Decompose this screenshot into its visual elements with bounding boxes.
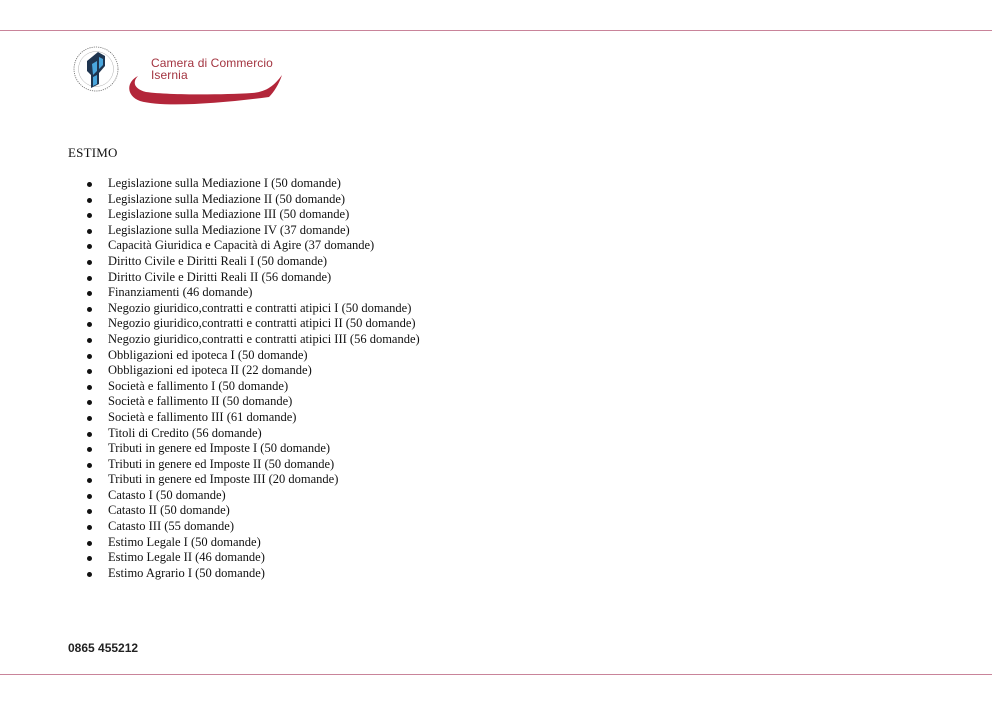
- bullet-icon: [87, 385, 92, 390]
- list-item: [0, 550, 420, 566]
- list-item: [0, 192, 420, 208]
- list-item: [0, 316, 420, 332]
- chamber-logo: [72, 44, 282, 108]
- list-item-text: Finanziamenti (46 domande): [108, 285, 253, 300]
- list-item-text: Negozio giuridico,contratti e contratti atipici III (56 domande): [108, 331, 420, 346]
- list-item-text: Negozio giuridico,contratti e contratti atipici I (50 domande): [108, 300, 412, 315]
- list-item-text: Catasto III (55 domande): [108, 519, 235, 534]
- list-item-text: Tributi in genere ed Imposte II (50 domande): [108, 456, 335, 471]
- footer-divider: [0, 674, 992, 675]
- header-divider: [0, 30, 992, 31]
- list-item: [0, 379, 420, 395]
- logo-text-line1: Camera di Commercio: [151, 56, 273, 70]
- bullet-icon: [87, 276, 92, 281]
- list-item-text: Società e fallimento I (50 domande): [108, 378, 289, 393]
- list-item-text: Tributi in genere ed Imposte III (20 domande): [108, 472, 339, 487]
- list-item-text: Estimo Agrario I (50 domande): [108, 565, 265, 580]
- list-item-text: Società e fallimento II (50 domande): [108, 394, 293, 409]
- bullet-icon: [87, 354, 92, 359]
- list-item: [0, 332, 420, 348]
- bullet-icon: [87, 213, 92, 218]
- list-item: [0, 270, 420, 286]
- list-item: [0, 176, 420, 192]
- list-item: [0, 394, 420, 410]
- list-item: [0, 207, 420, 223]
- list-item-text: Capacità Giuridica e Capacità di Agire (37 domande): [108, 238, 375, 253]
- list-item: [0, 223, 420, 239]
- list-item-text: Legislazione sulla Mediazione III (50 domande): [108, 207, 350, 222]
- logo-text-line2: Isernia: [151, 68, 188, 82]
- list-item: [0, 519, 420, 535]
- list-item-text: Negozio giuridico,contratti e contratti atipici II (50 domande): [108, 316, 416, 331]
- bullet-icon: [87, 525, 92, 530]
- phone-number: 0865 455212: [68, 641, 139, 655]
- list-item: [0, 566, 420, 582]
- list-item-text: Legislazione sulla Mediazione II (50 domande): [108, 191, 346, 206]
- list-item: [0, 472, 420, 488]
- chamber-seal-icon: [72, 44, 120, 94]
- list-item-text: Titoli di Credito (56 domande): [108, 425, 262, 440]
- bullet-icon: [87, 198, 92, 203]
- list-item-text: Estimo Legale II (46 domande): [108, 550, 265, 565]
- list-item-text: Legislazione sulla Mediazione I (50 domande): [108, 176, 341, 190]
- list-item: [0, 254, 420, 270]
- list-item-text: Tributi in genere ed Imposte I (50 domande): [108, 441, 331, 456]
- list-item: [0, 348, 420, 364]
- bullet-icon: [87, 291, 92, 296]
- list-item: [0, 426, 420, 442]
- bullet-icon: [87, 400, 92, 405]
- list-item: [0, 457, 420, 473]
- bullet-icon: [87, 541, 92, 546]
- bullet-icon: [87, 416, 92, 421]
- list-item: [0, 301, 420, 317]
- bullet-icon: [87, 260, 92, 265]
- bullet-icon: [87, 244, 92, 249]
- bullet-icon: [87, 369, 92, 374]
- bullet-icon: [87, 182, 92, 187]
- bullet-icon: [87, 432, 92, 437]
- bullet-icon: [87, 307, 92, 312]
- logo-swoosh-icon: [124, 70, 284, 108]
- list-item: [0, 535, 420, 551]
- list-item-text: Società e fallimento III (61 domande): [108, 409, 297, 424]
- bullet-icon: [87, 478, 92, 483]
- list-item-text: Obbligazioni ed ipoteca I (50 domande): [108, 347, 308, 362]
- list-item-text: Catasto I (50 domande): [108, 487, 226, 502]
- list-item-text: Diritto Civile e Diritti Reali II (56 domande): [108, 269, 332, 284]
- bullet-icon: [87, 509, 92, 514]
- list-item: [0, 503, 420, 519]
- list-item-text: Legislazione sulla Mediazione IV (37 domande): [108, 222, 350, 237]
- bullet-icon: [87, 556, 92, 561]
- bullet-icon: [87, 322, 92, 327]
- section-heading: ESTIMO: [68, 145, 118, 160]
- list-item-text: Catasto II (50 domande): [108, 503, 230, 518]
- topics-list: [0, 176, 420, 581]
- list-item-text: Obbligazioni ed ipoteca II (22 domande): [108, 363, 312, 378]
- bullet-icon: [87, 229, 92, 234]
- list-item: [0, 285, 420, 301]
- bullet-icon: [87, 572, 92, 577]
- bullet-icon: [87, 494, 92, 499]
- list-item: [0, 488, 420, 504]
- list-item-text: Estimo Legale I (50 domande): [108, 534, 261, 549]
- list-item: [0, 410, 420, 426]
- bullet-icon: [87, 338, 92, 343]
- list-item: [0, 441, 420, 457]
- list-item: [0, 238, 420, 254]
- list-item-text: Diritto Civile e Diritti Reali I (50 domande): [108, 253, 328, 268]
- bullet-icon: [87, 463, 92, 468]
- list-item: [0, 363, 420, 379]
- bullet-icon: [87, 447, 92, 452]
